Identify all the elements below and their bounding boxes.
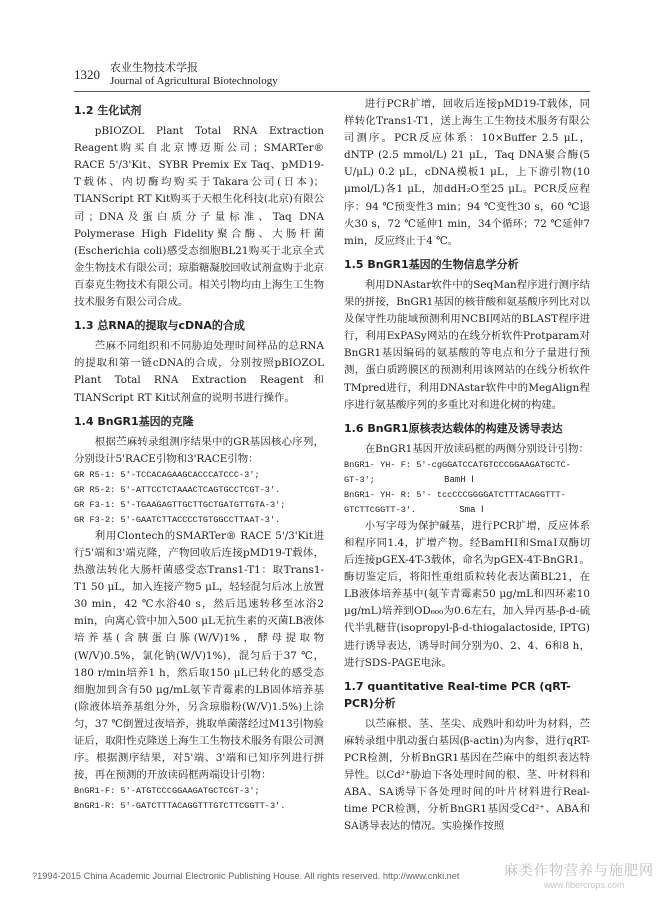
section-1-4-heading: 1.4 BnGR1基因的克隆 bbox=[74, 414, 194, 428]
section-1-6-body-1: 在BnGR1基因开放读码框的两侧分别设计引物： bbox=[364, 442, 589, 455]
section-1-2-body: pBIOZOL Plant Total RNA Extraction Reagent购买自北京博迈斯公司；SMARTer® RACE 5'/3'Kit、SYBR Premix Ex Taq、pMD19-T载体、内切酶均购买于Takara公司(日本)；TIANScript RT Kit购买于天根生化科技(北京)有限公司；DNA及蛋白质分子量标准、Taq DNA Polymerase High Fidelity聚合酶、大肠杆菌(Escherichia coli)感受态细胞BL21购买于北京全式金生物技术有限公司；琼脂糖凝胶回收试剂盒购于北京百泰克生物技术有限公司。相关引物均由上海生工生物技术服务有限公司合成。 bbox=[74, 125, 324, 309]
primer-line-tail: GT-3'; bbox=[344, 474, 375, 485]
primer-line: BnGR1- YH- R: 5'- tccCCCGGGGATCTTTACAGGTTT- bbox=[344, 489, 566, 500]
journal-title-en: Journal of Agricultural Biotechnology bbox=[110, 75, 278, 87]
section-1-7-heading: 1.7 quantitative Real-time PCR (qRT-PCR)分析 bbox=[344, 679, 571, 710]
primer-line: BnGR1- YH- F: 5'-cgGGATCCATGTCCCGGAAGATGCTC- bbox=[344, 459, 571, 470]
left-column bbox=[74, 96, 324, 814]
primer-line-tail: GTCTTCGGTT-3'. bbox=[344, 504, 417, 515]
primer-line: BnGR1-F: 5'-ATGTCCCGGAAGATGCTCGT-3'; bbox=[74, 786, 260, 797]
pcr-protocol-body: 进行PCR扩增，回收后连接pMD19-T载体，同样转化Trans1-T1，送上海生工生物技术服务有限公司测序。PCR反应体系：10×Buffer 2.5 μL，dNTP (2.5 mmol/L) 21 μL，Taq DNA聚合酶(5 U/μL) 0.2 μL，cDNA模板1 μL，上下游引物(10 μmol/L)各1 μL，加ddH₂O至25 μL。PCR反应程序：94 ℃预变性3 min；94 ℃变性30 s，60 ℃退火30 s，72 ℃延伸1 min，34个循环；72 ℃延伸7 min，反应终止于4 ℃。 bbox=[344, 98, 590, 247]
restriction-site-label: Sma Ⅰ bbox=[459, 504, 484, 515]
primer-line bbox=[344, 503, 590, 518]
section-1-5-body: 利用DNAstar软件中的SeqMan程序进行测序结果的拼接，BnGR1基因的核苷酸和氨基酸序列比对以及保守性功能域预测利用NCBI网站的BLAST程序进行，利用ExPASy网站的在线分析软件Protparam对BnGR1基因编码的氨基酸的等电点和分子量进行预测，蛋白质跨膜区的预测利用该网站的在线分析软件TMpred进行，利用DNAstar软件中的MegAlign程序进行氨基酸序列的多重比对和进化树的构建。 bbox=[344, 278, 590, 411]
page-number: 1320 bbox=[74, 67, 100, 82]
restriction-site-label: BamH Ⅰ bbox=[444, 474, 474, 485]
section-1-3-heading: 1.3 总RNA的提取与cDNA的合成 bbox=[74, 319, 245, 333]
section-1-2-heading: 1.2 生化试剂 bbox=[74, 104, 142, 117]
section-1-6-body-2: 小写字母为保护碱基，进行PCR扩增，反应体系和程序同1.4，扩增产物。经BamHⅠ和SmaⅠ双酶切后连接pGEX-4T-3载体，命名为pGEX-4T-BnGR1。酶切鉴定后，将阳性重组质粒转化表达菌BL21，在LB液体培养基中(氨苄青霉素50 μg/mL和四环素10 μg/mL)培养到OD₆₀₀为0.6左右，加入异丙基-β-d-硫代半乳糖苷(isopropyl-β-d-thiogalactoside, IPTG)进行诱导表达，诱导时间分别为0、2、4、6和8 h，进行SDS-PAGE电泳。 bbox=[344, 519, 590, 669]
primer-line: GR R5-1: 5'-TCCACAGAAGCACCCATCCC-3'; bbox=[74, 469, 260, 480]
watermark-text: 麻类作物营养与施肥网 bbox=[504, 863, 654, 879]
primer-line bbox=[344, 473, 590, 488]
section-1-4-body-2: 利用Clontech的SMARTer® RACE 5'/3'Kit进行5'端和3'端克隆，产物回收后连接pMD19-T载体，热激法转化大肠杆菌感受态Trans1-T1：取Trans1-T1 50 μL，加入连接产物5 μL，轻轻混匀后冰上放置30 min，42 ℃水浴40 s，然后迅速转移至冰浴2 min，向离心管中加入500 μL无抗生素的灭菌LB液体培养基(含胰蛋白胨(W/V)1%，酵母提取物(W/V)0.5%，氯化钠(W/V)1%)，混匀后于37 ℃，180 r/min培养1 h，然后取150 μL已转化的感受态细胞加到含有50 μg/mL氨苄青霉素的LB固体培养基(除液体培养基组分外，另含琼脂粉(W/V)1.5%)上涂匀，37 ℃倒置过夜培养，挑取单菌落经过M13引物验证后，取阳性克隆送上海生工生物技术服务有限公司测序。根据测序结果，对5'端、3'端和已知序列进行拼接，再在预测的开放读码框两端设计引物： bbox=[74, 529, 324, 782]
watermark-url: www.fibercrops.com bbox=[544, 880, 625, 890]
primer-line: BnGR1-R: 5'-GATCTTTACAGGTTTGTCTTCGGTT-3'. bbox=[74, 801, 286, 812]
primer-line: GR F3-1: 5'-TGAAGAGTTGCTTGCTGATGTTGTA-3'; bbox=[74, 499, 286, 510]
section-1-6-heading: 1.6 BnGR1原核表达载体的构建及诱导表达 bbox=[344, 421, 563, 435]
right-column bbox=[344, 96, 590, 836]
section-1-4-body-1: 根据苎麻转录组测序结果中的GR基因核心序列，分别设计5'RACE引物和3'RACE引物： bbox=[74, 435, 324, 465]
primer-line: GR R5-2: 5'-ATTCCTCTAAACTCAGTGCCTCGT-3'. bbox=[74, 484, 281, 495]
copyright-footer: ?1994-2015 China Academic Journal Electronic Publishing House. All rights reserved. http://www.cnki.net bbox=[32, 871, 460, 881]
header-rule bbox=[74, 91, 590, 92]
section-1-7-body: 以苎麻根、茎、茎尖、成熟叶和幼叶为材料，苎麻转录组中肌动蛋白基因(β-actin)为内参，进行qRT-PCR检测，分析BnGR1基因在苎麻中的组织表达特异性。以Cd²⁺胁迫下各处理时间的根、茎、叶材料和ABA、SA诱导下各处理时间的叶片材料进行Real-time PCR检测，分析BnGR1基因受Cd²⁺、ABA和SA诱导表达的情况。实验操作按照 bbox=[344, 717, 590, 833]
section-1-5-heading: 1.5 BnGR1基因的生物信息学分析 bbox=[344, 257, 519, 271]
section-1-3-body: 苎麻不同组织和不同胁迫处理时间样品的总RNA的提取和第一链cDNA的合成，分别按照pBIOZOL Plant Total RNA Extraction Reagent和TIANScript RT Kit试剂盒的说明书进行操作。 bbox=[74, 340, 324, 404]
primer-line: GR F3-2: 5'-GAATCTTACCCCTGTGGCCTTAAT-3'. bbox=[74, 514, 281, 525]
journal-title-cn: 农业生物技术学报 bbox=[110, 61, 198, 74]
